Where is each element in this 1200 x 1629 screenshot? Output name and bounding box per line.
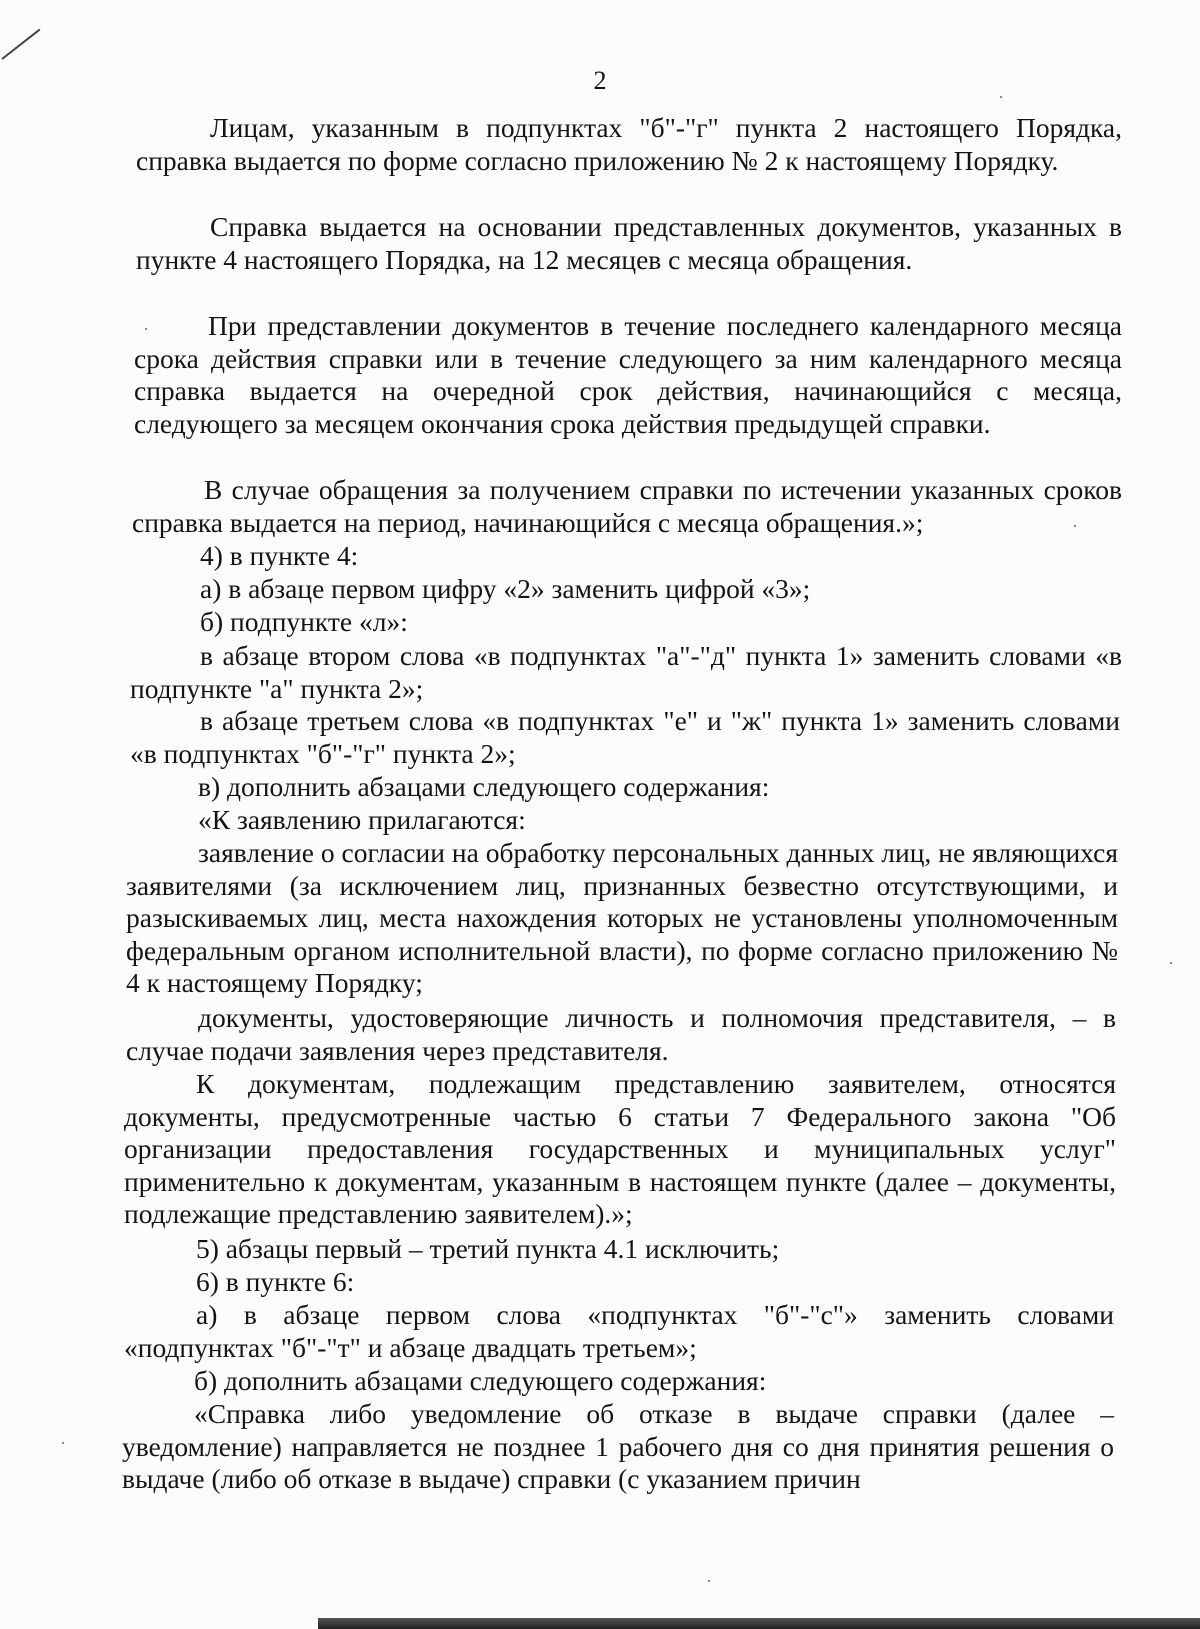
scan-speck [145,328,147,330]
paragraph-1: Лицам, указанным в подпунктах "б"-"г" пункта 2 настоящего Порядка, справка выдается по форме согласно приложению № 2 к настоящему Порядку. [136,112,1122,176]
paragraph-10: в) дополнить абзацами следующего содержания: [198,771,770,802]
paragraph-2: Справка выдается на основании представленных документов, указанных в пункте 4 настоящего Порядка, на 12 месяцев с месяца обращения. [136,211,1122,275]
page-number: 2 [593,66,607,95]
paragraph-11: «К заявлению прилагаются: [198,804,526,835]
scan-speck [1170,962,1172,964]
paragraph-19: «Справка либо уведомление об отказе в выдаче справки (далее – уведомление) направляется не позднее 1 рабочего дня со дня принятия решения о выдаче (либо об отказе в выдаче) справки (с указанием причин [122,1398,1114,1495]
paragraph-7: б) подпункте «л»: [200,606,408,637]
paragraph-3: При представлении документов в течение последнего календарного месяца срока действия справки или в течение следующего за ним календарного месяца справка выдается на очередной срок действия, начинающийся с месяца, следующего за месяцем окончания срока действия предыдущей справки. [134,310,1122,439]
paragraph-8: в абзаце втором слова «в подпунктах "а"-"д" пункта 1» заменить словами «в подпункте "а" пункта 2»; [130,640,1122,704]
scan-bottom-edge [318,1618,1200,1629]
paragraph-6: а) в абзаце первом цифру «2» заменить цифрой «3»; [200,573,811,604]
paragraph-16: 6) в пункте 6: [196,1266,355,1297]
scan-speck [1074,525,1076,527]
paragraph-13: документы, удостоверяющие личность и полномочия представителя, – в случае подачи заявления через представителя. [126,1002,1116,1066]
scan-mark [1,29,40,60]
paragraph-15: 5) абзацы первый – третий пункта 4.1 исключить; [196,1233,780,1264]
paragraph-5: 4) в пункте 4: [200,540,359,571]
paragraph-18: б) дополнить абзацами следующего содержания: [194,1365,767,1396]
paragraph-14: К документам, подлежащим представлению заявителем, относятся документы, предусмотренные частью 6 статьи 7 Федерального закона "Об организации предоставления государственных и муниципальных услуг" применительно к документам, указанным в настоящем пункте (далее – документы, подлежащие представлению заявителем).»; [124,1068,1116,1230]
scan-speck [708,1580,710,1582]
scan-speck [1000,96,1002,98]
paragraph-12: заявление о согласии на обработку персональных данных лиц, не являющихся заявителями (за исключением лиц, признанных безвестно отсутствующими, и разыскиваемых лиц, места нахождения которых не установлены уполномоченным федеральным органом исполнительной власти), по форме согласно приложению № 4 к настоящему Порядку; [126,837,1118,999]
scan-speck [62,1442,64,1444]
paragraph-9: в абзаце третьем слова «в подпунктах "е" и "ж" пункта 1» заменить словами «в подпунктах "б"-"г" пункта 2»; [130,705,1120,769]
paragraph-4: В случае обращения за получением справки по истечении указанных сроков справка выдается на период, начинающийся с месяца обращения.»; [132,474,1122,538]
paragraph-17: а) в абзаце первом слова «подпунктах "б"-"с"» заменить словами «подпунктах "б"-"т" и абзаце двадцать третьем»; [124,1299,1114,1363]
